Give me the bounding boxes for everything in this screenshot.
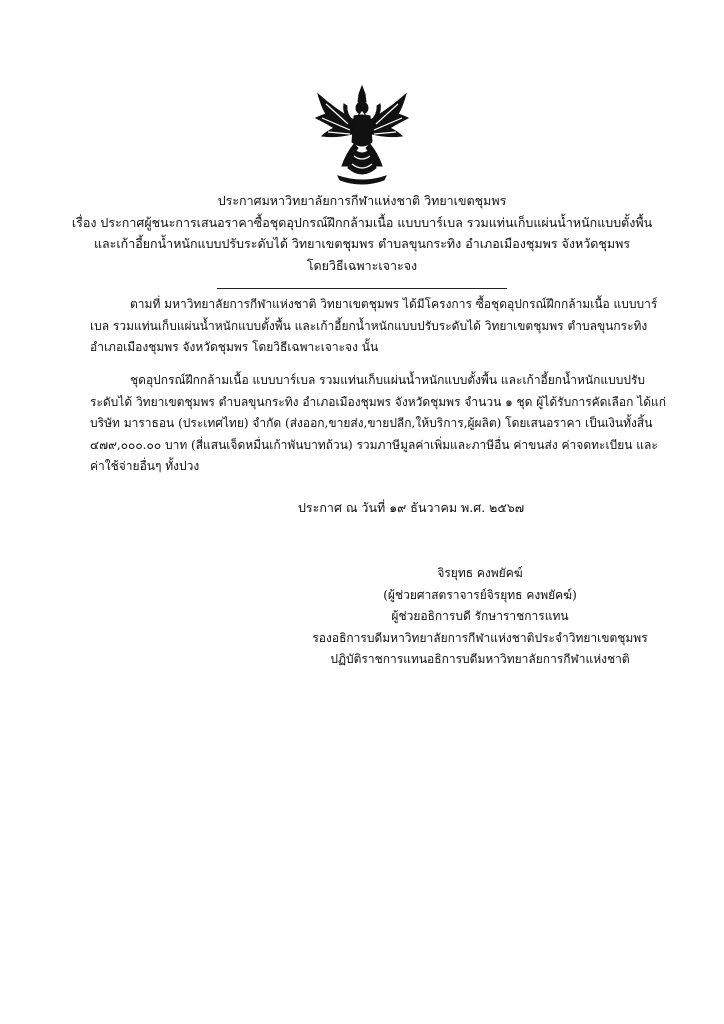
header-divider bbox=[217, 288, 507, 289]
paragraph-line: ตามที่ มหาวิทยาลัยการกีฬาแห่งชาติ วิทยาเขตชุมพร ได้มีโครงการ ซื้อชุดอุปกรณ์ฝึกกล้ามเนื้อ แบบบาร์ bbox=[130, 297, 658, 311]
paragraph-line: ชุดอุปกรณ์ฝึกกล้ามเนื้อ แบบบาร์เบล รวมแท่นเก็บแผ่นน้ำหนักแบบตั้งพื้น และเก้าอี้ยกน้ำหนักแบบปรับ bbox=[130, 373, 646, 387]
paragraph-line: ค่าใช้จ่ายอื่นๆ ทั้งปวง bbox=[90, 459, 200, 473]
paragraph-background bbox=[90, 294, 658, 359]
paragraph-award bbox=[90, 370, 667, 478]
paragraph-line: เบล รวมแท่นเก็บแผ่นน้ำหนักแบบตั้งพื้น และเก้าอี้ยกน้ำหนักแบบปรับระดับได้ วิทยาเขตชุมพร ตำบลขุนกระทิง bbox=[90, 318, 648, 333]
signatory-name: จิรยุทธ คงพยัคฆ์ bbox=[437, 566, 523, 580]
paragraph-line: อำเภอเมืองชุมพร จังหวัดชุมพร โดยวิธีเฉพาะเจาะจง นั้น bbox=[90, 340, 379, 354]
signatory-position: ผู้ช่วยอธิการบดี รักษาราชการแทน bbox=[391, 609, 569, 623]
signatory-position: ปฏิบัติราชการแทนอธิการบดีมหาวิทยาลัยการกีฬาแห่งชาติ bbox=[330, 652, 630, 666]
paragraph-line: ระดับได้ วิทยาเขตชุมพร ตำบลขุนกระทิง อำเภอเมืองชุมพร จังหวัดชุมพร จำนวน ๑ ชุด ผู้ได้รับการคัดเลือก ได้แก่ bbox=[90, 394, 667, 409]
document-header bbox=[40, 190, 684, 276]
garuda-emblem-icon bbox=[312, 84, 412, 188]
announcement-date: ประกาศ ณ วันที่ ๑๙ ธันวาคม พ.ศ. ๒๕๖๗ bbox=[298, 500, 525, 515]
signature-block bbox=[290, 563, 670, 671]
paragraph-line: ๔๗๙,๐๐๐.๐๐ บาท (สี่แสนเจ็ดหมื่นเก้าพันบาทถ้วน) รวมภาษีมูลค่าเพิ่มและภาษีอื่น ค่าขนส่ง ค่าจดทะเบียน และ bbox=[90, 437, 658, 452]
procurement-method: โดยวิธีเฉพาะเจาะจง bbox=[306, 257, 418, 273]
signatory-full-title: (ผู้ช่วยศาสตราจารย์จิรยุทธ คงพยัคฆ์) bbox=[383, 587, 577, 602]
subject-line-continued: และเก้าอี้ยกน้ำหนักแบบปรับระดับได้ วิทยาเขตชุมพร ตำบลขุนกระทิง อำเภอเมืองชุมพร จังหวัดชุมพร bbox=[93, 236, 631, 251]
issuer-line: ประกาศมหาวิทยาลัยการกีฬาแห่งชาติ วิทยาเขตชุมพร bbox=[217, 193, 507, 208]
subject-line: เรื่อง ประกาศผู้ชนะการเสนอราคาซื้อชุดอุปกรณ์ฝึกกล้ามเนื้อ แบบบาร์เบล รวมแท่นเก็บแผ่นน้ำหนักแบบตั้งพื้น bbox=[71, 214, 653, 230]
signatory-position: รองอธิการบดีมหาวิทยาลัยการกีฬาแห่งชาติประจำวิทยาเขตชุมพร bbox=[312, 630, 648, 645]
paragraph-line: บริษัท มาราธอน (ประเทศไทย) จำกัด (ส่งออก,ขายส่ง,ขายปลีก,ให้บริการ,ผู้ผลิต) โดยเสนอราคา เป็นเงินทั้งสิ้น bbox=[90, 416, 653, 430]
